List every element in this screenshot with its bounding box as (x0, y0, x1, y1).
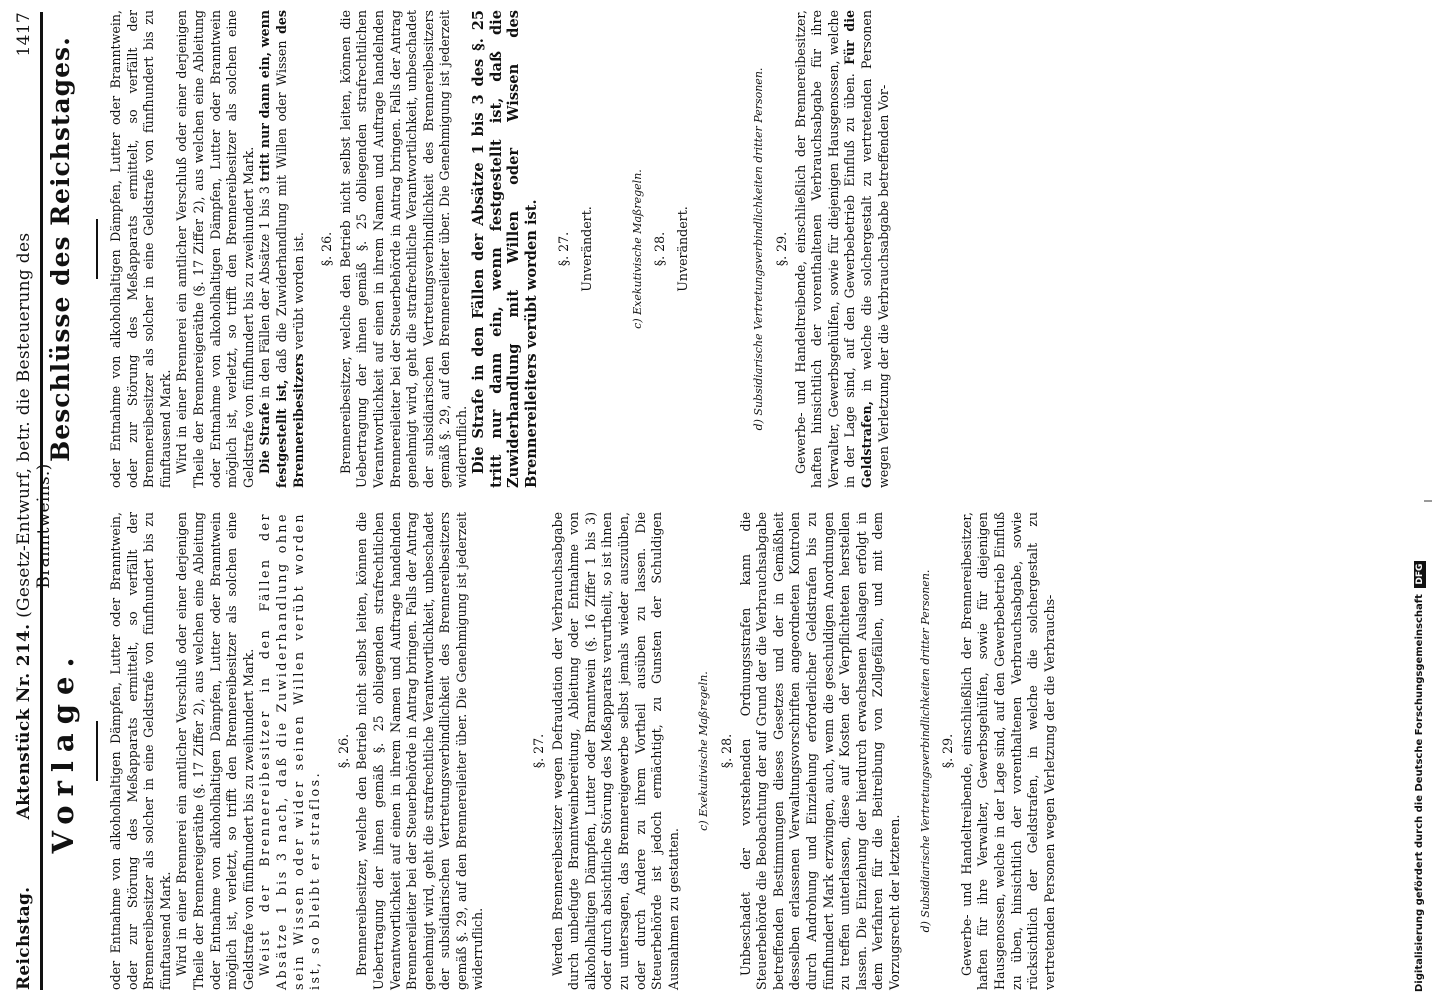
left-column-heading: Vorlage. (46, 648, 80, 854)
right-paragraph-3-part-a: in den Fällen der Absätze 1 bis 3 (257, 186, 273, 398)
right-bold-passage: Die Strafe in den Fällen der Absätze 1 bis 3 des §. 25 tritt nur dann ein, wenn festgestellt ist, daß die Zuwiderhandlung mit Willen oder Wissen des Brennereileiters verübt worden ist. (470, 10, 540, 488)
left-column-vorlage (108, 512, 1058, 990)
left-intro-paragraph: oder Entnahme von alkoholhaltigen Dämpfen, Lutter oder Branntwein, oder zur Störung des Meßapparats ermittelt, so verfällt der Brennereibesitzer als solcher in eine Geldstrafe von fünfhundert bis zu fünftausend Mark. (108, 512, 173, 990)
right-section-29-part-b: in welche die solchergestalt zu vertretenden Personen wegen Verletzung der die Verbrauchsabgabe betreffenden Vor- (859, 10, 891, 488)
right-section-29-text (793, 10, 893, 488)
header-left: Reichstag. (14, 886, 34, 990)
right-intro-paragraph: oder Entnahme von alkoholhaltigen Dämpfen, Lutter oder Branntwein, oder zur Störung des Meßapparats ermittelt, so verfällt der Brennereibesitzer als solcher in eine Geldstrafe von fünfhundert bis zu fünftausend Mark. (108, 10, 173, 488)
right-section-28-text: Unverändert. (674, 206, 690, 292)
right-paragraph-3-part-b: tritt nur dann ein, wenn festgestellt ist, (257, 10, 289, 488)
right-section-29-title: §. 29. (774, 231, 790, 267)
right-subheading-d: d) Subsidiarische Vertretungsverbindlichkeiten dritter Personen. (752, 67, 766, 431)
header-document-number: Aktenstück Nr. 214. (14, 623, 34, 820)
left-section-26-title: §. 26. (335, 733, 351, 769)
right-section-27-title: §. 27. (556, 231, 572, 267)
right-section-28-title: §. 28. (652, 231, 668, 267)
right-heading-rule (96, 219, 98, 279)
left-subheading-c: c) Exekutivische Maßregeln. (697, 671, 711, 831)
right-section-29-bold: Für die Geldstrafen, (842, 10, 874, 488)
left-heading-rule (96, 721, 98, 781)
left-section-27-title: §. 27. (531, 733, 547, 769)
left-section-28-title: §. 28. (719, 733, 734, 769)
right-section-26-title: §. 26. (319, 231, 335, 267)
right-section-27-text: Unverändert. (579, 206, 595, 292)
left-subheading-d: d) Subsidiarische Vertretungsverbindlichkeiten dritter Personen. (918, 569, 932, 933)
right-section-26-text: Brennereibesitzer, welche den Betrieb nicht selbst leiten, können die Uebertragung der ihnen gemäß §. 25 obliegenden strafrechtlichen Verantwortlichkeit auf einen in ihrem Namen und Auftrage handelnden Brennereileiter bei der Steuerbehörde in Antrag bringen. Falls der Antrag genehmigt wird, geht die strafrechtliche Verantwortlichkeit, unbeschadet der subsidiarischen Vertretungsverbindlichkeit des Brennereibesitzers gemäß §. 29, auf den Brennereileiter über. Die Genehmigung ist jederzeit widerruflich. (337, 10, 469, 488)
right-paragraph-3 (257, 10, 307, 488)
dfg-logo: DFG (1414, 561, 1426, 588)
right-paragraph-3-part-c: daß die Zuwiderhandlung mit Willen oder Wissen (273, 40, 289, 373)
left-paragraph-2: Wird in einer Brennerei ein amtlicher Verschluß oder einer derjenigen Theile der Brennereigeräthe (§. 17 Ziffer 2), aus welchen eine Ableitung oder Entnahme von alkoholhaltigen Dämpfen, Lutter oder Branntwein möglich ist, verletzt, so trifft den Brennereibesitzer als solchen eine Geldstrafe von fünfhundert bis zu zweihundert Mark. (174, 512, 256, 990)
right-paragraph-3-bold-start: Die Strafe (257, 402, 273, 474)
header-page-number: 1417 (14, 12, 34, 57)
left-section-28-text: Unbeschadet der vorstehenden Ordnungsstrafen kann die Steuerbehörde die Beobachtung der auf Grund der die Verbrauchsabgabe betreffenden Bestimmungen dieses Gesetzes und der in Gemäßheit desselben erlassenen Verwaltungsvorschriften angeordneten Kontrolen durch Androhung und Einziehung erforderlicher Geldstrafen bis zu fünfhundert Mark erzwingen, auch, wenn die geschuldigen Anordnungen zu treffen unterlassen, diese auf Kosten der Verpflichteten herstellen lassen. Die Einziehung der hierdurch erwachsenen Auslagen erfolgt in dem Verfahren für die Beitreibung von Zollgefällen, und mit dem Vorzugsrecht der letzteren. (737, 512, 902, 990)
left-paragraph-3: Weist der Brennereibesitzer in den Fällen der Absätze 1 bis 3 nach, daß die Zuwiderhandlung ohne sein Wissen oder wider seinen Willen verübt worden ist, so bleibt er straflos. (257, 512, 323, 990)
credit-text: Digitalisierung gefördert durch die Deutsche Forschungsgemeinschaft (1414, 594, 1425, 992)
right-column-heading: Beschlüsse des Reichstages. (46, 36, 75, 462)
right-paragraph-3-part-e: verübt worden ist. (290, 232, 306, 350)
left-section-26-text: Brennereibesitzer, welche den Betrieb nicht selbst leiten, können die Uebertragung der ihnen gemäß §. 25 obliegenden strafrechtlichen Verantwortlichkeit auf einen in ihrem Namen und Auftrage handelnden Brennereileiter bei der Steuerbehörde in Antrag bringen. Falls der Antrag genehmigt wird, geht die strafrechtliche Verantwortlichkeit, unbeschadet der subsidiarischen Vertretungsverbindlichkeit des Brennereibesitzers gemäß §. 29, auf den Brennereileiter über. Die Genehmigung ist jederzeit widerruflich. (354, 512, 486, 990)
digitization-credit (1414, 0, 1426, 1000)
right-paragraph-2: Wird in einer Brennerei ein amtlicher Verschluß oder einer derjenigen Theile der Brennereigeräthe (§. 17 Ziffer 2), aus welchen eine Ableitung oder Entnahme von alkoholhaltigen Dämpfen, Lutter oder Branntwein möglich ist, verletzt, so trifft den Brennereibesitzer als solchen eine Geldstrafe von fünfhundert bis zu zweihundert Mark. (174, 10, 256, 488)
right-section-29-part-a: Gewerbe- und Handeltreibende, einschließlich der Brennereibesitzer, haften hinsichtlich der vorenthaltenen Verbrauchsabgabe für ihre Verwalter, Gewerbsgehülfen, sowie für diejenigen Hausgenossen, welche in der Lage sind, auf den Gewerbebetrieb Einfluß zu üben. (792, 10, 858, 488)
right-subheading-c: c) Exekutivische Maßregeln. (630, 169, 644, 329)
left-section-29-title: §. 29. (940, 733, 956, 769)
left-section-29-text: Gewerbe- und Handeltreibende, einschließlich der Brennereibesitzer, haften für ihre Verwalter, Gewerbsgehülfen, sowie für diejenigen Hausgenossen, welche in der Lage sind, auf den Gewerbebetrieb Einfluß zu üben, hinsichtlich der vorenthaltenen Verbrauchsabgabe, sowie rücksichtlich der Geldstrafen, in welche die solchergestalt zu vertretenden Personen wegen Verletzung der die Verbrauchs- (958, 512, 1057, 990)
left-section-27-text: Werden Brennereibesitzer wegen Defraudation der Verbrauchsabgabe durch unbefugte Branntweinbereitung, Ableitung oder Entnahme von alkoholhaltigen Dämpfen, Lutter oder Branntwein (§. 16 Ziffer 1 bis 3) oder durch absichtliche Störung des Meßapparats verurtheilt, so ist ihnen zu untersagen, das Brennereigewerbe selbst jemals wieder auszuüben, oder durch Andere zu ihrem Vortheil ausüben zu lassen. Die Steuerbehörde ist jedoch ermächtigt, zu Gunsten der Schuldigen Ausnahmen zu gestatten. (549, 512, 681, 990)
header-document-title: (Gesetz-Entwurf, betr. die Besteuerung des Branntweins.) (14, 232, 54, 618)
page-header (8, 12, 54, 990)
right-paragraph-3-part-d: des Brennereibesitzers (273, 9, 306, 488)
right-column-beschluesse (108, 10, 892, 488)
